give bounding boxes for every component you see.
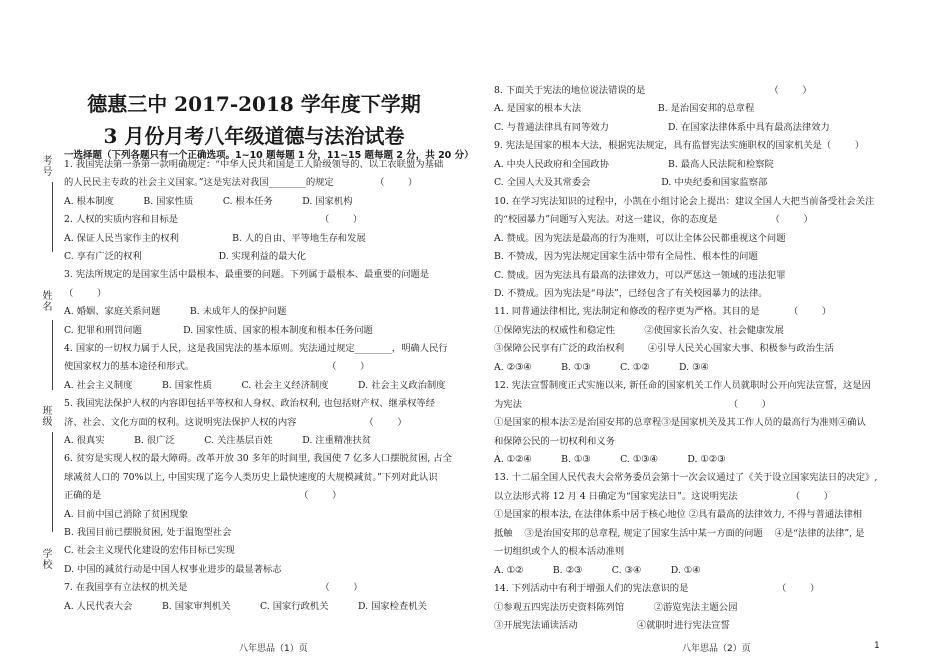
question-line: 使国家权力的基本途径和形式。 （ ） xyxy=(64,361,370,373)
question-line: 7. 在我国享有立法权的机关是 （ ） xyxy=(64,582,363,594)
question-line: C. 全国人大及其常委会 D. 中央纪委和国家监察部 xyxy=(494,177,768,189)
question-line: 11. 同普通法律相比, 宪法制定和修改的程序更为严格。其目的是 （ ） xyxy=(494,306,832,318)
question-line: 的“校园暴力”问题写入宪法。对这一建议，你的态度是 （ ） xyxy=(494,214,813,226)
left-column xyxy=(64,0,474,671)
question-line: A. ②③④ B. ①③ C. ①② D. ③④ xyxy=(494,361,709,373)
question-line: 球减贫人口的 70%以上, 中国实现了迄今人类历史上最快速度的大规模减贫。”下列对此认识 xyxy=(64,471,438,483)
page-number: 1 xyxy=(874,641,880,651)
section-heading: 一选择题（下列各题只有一个正确选项。1~10 题每题 1 分，11~15 题每题 2 分，共 20 分） xyxy=(64,150,474,161)
question-line: 8. 下面关于宪法的地位说法错误的是 （ ） xyxy=(494,85,812,96)
question-line: 一切组织或个人的根本活动准则 xyxy=(494,546,625,558)
question-line: A. 根本制度 B. 国家性质 C. 根本任务 D. 国家机构 xyxy=(64,195,353,207)
question-line: D. 不赞成。因为宪法是“母法”，已经包含了有关校园暴力的法律。 xyxy=(494,287,768,299)
question-line: A. 很真实 B. 很广泛 C. 关注基层百姓 D. 注重精准扶贫 xyxy=(64,435,372,446)
question-line: A. 赞成。因为宪法是最高的行为准则，可以让全体公民都重视这个问题 xyxy=(494,232,786,244)
question-line: 济、社会、文化方面的权利。这说明宪法保护人权的内容 （ ） xyxy=(64,416,407,428)
question-line: 抵触 ③是治国安邦的总章程, 规定了国家生活中某一方面的问题 ④是“法律的法律”, 是 xyxy=(494,527,865,539)
question-line: B. 不赞成，因为宪法规定国家生活中带有全局性、根本性的问题 xyxy=(494,251,758,263)
question-line: 2. 人权的实质内容和目标是 （ ） xyxy=(64,214,363,226)
question-line: A. 是国家的根本大法 B. 是治国安邦的总章程 xyxy=(494,103,755,115)
question-line: A. 社会主义制度 B. 国家性质 C. 社会主义经济制度 D. 社会主义政治制度 xyxy=(64,379,446,391)
question-line: A. 目前中国已消除了贫困现象 xyxy=(64,508,189,520)
question-line: 4. 国家的一切权力属于人民，这是我国宪法的基本原则。宪法通过规定________，明确人民行 xyxy=(64,343,448,354)
question-line: ①参观五四宪法历史资料陈列馆 ②游览宪法主题公园 xyxy=(494,601,738,613)
question-line: 和保障公民的一切权利和义务 xyxy=(494,435,615,447)
question-line: 1. 我国宪法第一条第一款明确规定：“中华人民共和国是工人阶级领导的、以工农联盟为基础 xyxy=(64,159,444,170)
question-line: B. 我国目前已摆脱贫困, 处于温饱型社会 xyxy=(64,527,232,538)
binding-divider xyxy=(52,182,53,252)
question-line: C. 与普通法律具有同等效力 D. 在国家法律体系中具有最高法律效力 xyxy=(494,121,830,133)
question-line: 12. 宪法宣誓制度正式实施以来, 新任命的国家机关工作人员就职时公开向宪法宣誓，这是因 xyxy=(494,380,871,392)
question-line: A. 保证人民当家作主的权利 B. 人的自由、平等地生存和发展 xyxy=(64,232,366,244)
question-line: 3. 宪法所规定的是国家生活中最根本、最重要的问题。下列属于最根本、最重要的问题是 xyxy=(64,269,430,281)
question-line: C. 社会主义现代化建设的宏伟目标已实现 xyxy=(64,545,235,557)
question-line: C. 赞成。因为宪法具有最高的法律效力，可以严惩这一领域的违法犯罪 xyxy=(494,269,786,281)
binding-margin xyxy=(0,0,60,671)
question-line: A. 婚姻、家庭关系问题 B. 未成年人的保护问题 xyxy=(64,306,287,318)
exam-title-line1: 德惠三中 2017-2018 学年度下学期 xyxy=(87,92,421,116)
question-line: （ ） xyxy=(64,287,107,299)
question-line: 以立法形式将 12 月 4 日确定为“国家宪法日”。这说明宪法 （ ） xyxy=(494,490,834,502)
question-line: ③开展宪法诵读活动 ④就职时进行宪法宣誓 xyxy=(494,620,730,632)
question-line: D. 中国的减贫行动是中国人权事业进步的最显著标志 xyxy=(64,563,282,575)
binding-divider xyxy=(52,432,53,532)
binding-divider xyxy=(52,320,53,390)
question-line: A. 中央人民政府和全国政协 B. 最高人民法院和检察院 xyxy=(494,158,774,170)
question-line: C. 犯罪和刑罚问题 D. 国家性质、国家的根本制度和根本任务问题 xyxy=(64,324,373,336)
binding-label-school: 学校 xyxy=(40,548,51,570)
question-line: 5. 我国宪法保护人权的内容即包括平等权和人身权、政治权利, 也包括财产权、继承权等经 xyxy=(64,398,436,410)
footer-right: 八年思品（2）页 xyxy=(682,644,751,654)
question-line: 的人民民主专政的社会主义国家。”这是宪法对我国________的规定 （ ） xyxy=(64,177,418,189)
question-line: 10. 在学习宪法知识的过程中，小凯在小组讨论会上提出：建议全国人大把当前备受社会关注 xyxy=(494,195,875,207)
question-line: A. ①② B. ②③ C. ③④ D. ①④ xyxy=(494,564,701,576)
question-line: A. 人民代表大会 B. 国家审判机关 C. 国家行政机关 D. 国家检查机关 xyxy=(64,600,427,612)
exam-title-line2: 3 月份月考八年级道德与法治试卷 xyxy=(103,124,405,148)
binding-label-name: 姓名 xyxy=(40,290,51,312)
question-line: 6. 贫穷是实现人权的最大障碍。改革开放 30 多年的时间里, 我国使 7 亿多人口摆脱贫困, 占全 xyxy=(64,453,452,465)
question-line: C. 享有广泛的权利 D. 实现利益的最大化 xyxy=(64,251,307,262)
question-line: ①是国家的根本法, 在法律体系中居于核心地位 ②具有最高的法律效力, 不得与普通法律相 xyxy=(494,509,863,521)
question-line: 正确的是 （ ） xyxy=(64,490,342,502)
question-line: ①保障宪法的权威性和稳定性 ②使国家长治久安、社会健康发展 xyxy=(494,324,784,336)
footer-left: 八年思品（1）页 xyxy=(239,644,308,654)
right-column xyxy=(494,0,914,671)
question-line: 为宪法 （ ） xyxy=(494,398,771,410)
binding-label-class: 班级 xyxy=(40,405,51,427)
question-line: ③保障公民享有广泛的政治权利 ④引导人民关心国家大事、积极参与政治生活 xyxy=(494,343,834,355)
question-line: ①是国家的根本法②是治国安邦的总章程③是国家机关及其工作人员的最高行为准则④确认 xyxy=(494,417,866,429)
question-line: 9. 宪法是国家的根本大法，根据宪法规定，具有监督宪法实施职权的国家机关是（ ） xyxy=(494,140,865,152)
question-line: A. ①②④ B. ①③ C. ①③④ D. ①②③ xyxy=(494,454,726,465)
binding-label-exam-number: 考号 xyxy=(40,155,51,177)
question-line: 13. 十二届全国人民代表大会常务委员会第十一次会议通过了《关于设立国家宪法日的决定》, xyxy=(494,472,878,484)
question-line: 14. 下列活动中有利于增强人们的宪法意识的是 （ ） xyxy=(494,583,820,595)
